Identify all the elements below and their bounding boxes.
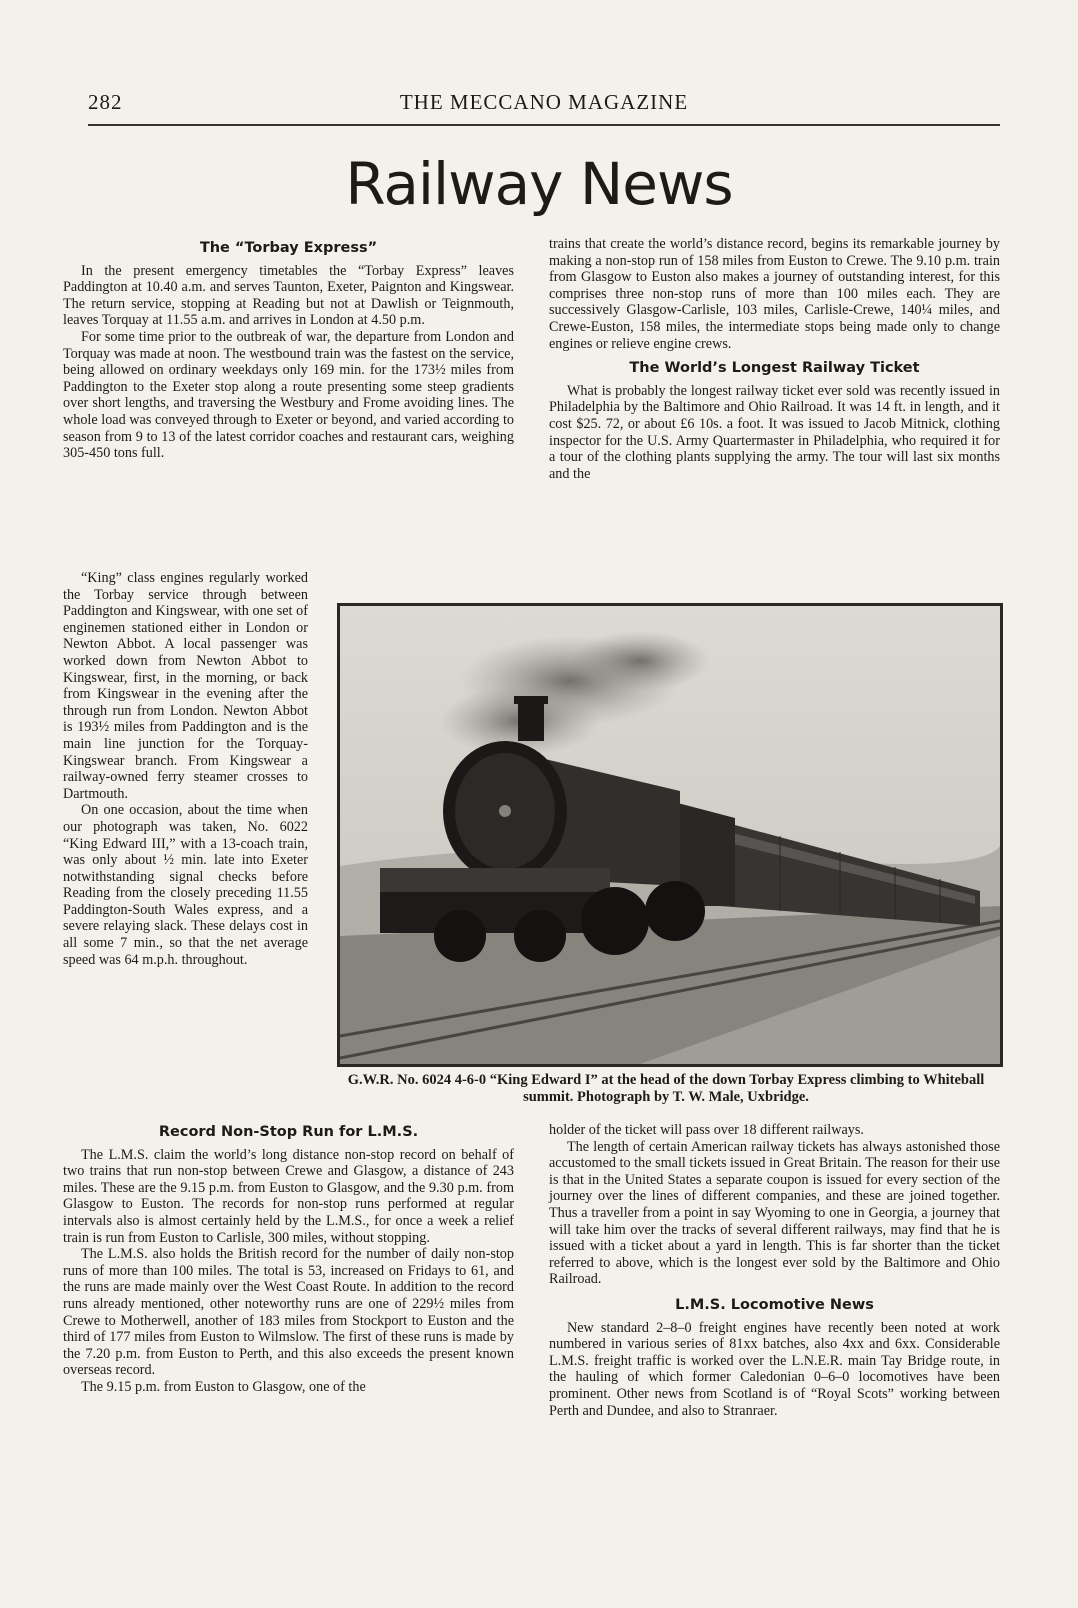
locomotive-photo-icon bbox=[340, 606, 1000, 1064]
article-lms-locomotive-news bbox=[549, 1122, 1000, 1419]
paragraph: The length of certain American railway tickets has always astonished those accustomed to the small tickets issued in Great Britain. The reason for their use is that in the United States a separate coupon is issued for every section of the journey over the lines of different companies, and these are joined together. Thus a traveller from a point in say Wyoming to one in Georgia, a journey that will take him over the tracks of several different railways, may find that he is issued with a ticket about a yard in length. This is far shorter than the ticket referred to above, which is the longest ever sold by the Baltimore and Ohio Railroad. bbox=[549, 1138, 1000, 1288]
article-torbay-express-continued bbox=[63, 570, 308, 968]
article-record-non-stop-run bbox=[63, 1120, 514, 1396]
locomotive-photo bbox=[337, 603, 1003, 1067]
paragraph: For some time prior to the outbreak of war, the departure from London and Torquay was made at noon. The westbound train was the fastest on the service, being allowed on ordinary weekdays only 169 min. for the 173½ miles from Paddington to the Exeter stop along a route presenting some steep gradients over short lengths, and traversing the Westbury and Frome avoiding lines. The whole load was conveyed through to Exeter or beyond, and varied according to season from 9 to 13 of the latest corridor coaches and restaurant cars, weighing 305-450 tons full. bbox=[63, 328, 514, 462]
photo-caption: G.W.R. No. 6024 4-6-0 “King Edward I” at the head of the down Torbay Express climbing to Whiteball summit. Photograph by T. W. Male, Uxbridge. bbox=[347, 1072, 985, 1105]
page-title: Railway News bbox=[345, 150, 733, 218]
magazine-title: THE MECCANO MAGAZINE bbox=[399, 90, 689, 114]
paragraph: “King” class engines regularly worked the Torbay service through between Paddington and Kingswear, with one set of enginemen stationed either in London or Newton Abbot. A local passenger was worked down from Newton Abbot to Kingswear, first, in the morning, or back from Kingswear in the evening after the through run from London. Newton Abbot is 193½ miles from Paddington and is the main line junction for the Torquay-Kingswear branch. From Kingswear a railway-owned ferry steamer crosses to Dartmouth. bbox=[63, 570, 308, 802]
page-number: 282 bbox=[88, 90, 123, 114]
paragraph: In the present emergency timetables the “Torbay Express” leaves Paddington at 10.40 a.m. and serves Taunton, Exeter, Paignton and Kingswear. The return service, stopping at Reading but not at Dawlish or Teignmouth, leaves Torquay at 11.55 a.m. and arrives in London at 4.50 p.m. bbox=[63, 262, 514, 329]
paragraph: New standard 2–8–0 freight engines have recently been noted at work numbered in various series of 81xx batches, also 4xx and 6xx. Considerable L.M.S. freight traffic is worked over the L.N.E.R. main Tay Bridge route, in the hauling of which former Caledonian 0–6–0 locomotives have been prominent. Other news from Scotland is of “Royal Scots” working between Perth and Dundee, and also to Stranraer. bbox=[549, 1319, 1000, 1419]
running-header bbox=[88, 88, 1000, 126]
paragraph: The L.M.S. claim the world’s long distance non-stop record on behalf of two trains that run non-stop between Crewe and Glasgow, a distance of 243 miles. These are the 9.15 p.m. from Euston to Glasgow, and the 9.30 p.m. from Glasgow to Euston. The records for non-stop runs performed at regular intervals also is almost certainly held by the L.M.S., for once a week a relief train is run from Euston to Carlisle, 300 miles, without stopping. bbox=[63, 1146, 514, 1246]
paragraph: holder of the ticket will pass over 18 different railways. bbox=[549, 1122, 864, 1138]
paragraph: trains that create the world’s distance record, begins its remarkable journey by making a non-stop run of 158 miles from Euston to Crewe. The 9.10 p.m. train from Glasgow to Euston also makes a journey of outstanding interest, for this comprises three non-stop runs of more than 100 miles each. They are successively Glasgow-Carlisle, 103 miles, Carlisle-Crewe, 140¼ miles, and Crewe-Euston, 158 miles, the intermediate stops being made only to change engines or relieve engine crews. bbox=[549, 236, 1000, 352]
section-heading: The “Torbay Express” bbox=[199, 240, 378, 256]
paragraph: On one occasion, about the time when our photograph was taken, No. 6022 “King Edward III,” with a 13-coach train, was only about ½ min. late into Exeter notwithstanding signal checks before Reading from the closely preceding 11.55 Paddington-South Wales express, and a severe relaying slack. These delays cost in all some 7 min., so that the net average speed was 64 m.p.h. throughout. bbox=[63, 802, 308, 968]
paragraph: The L.M.S. also holds the British record for the number of daily non-stop runs of more than 100 miles. The total is 53, increased on Fridays to 61, and the runs are made mainly over the West Coast Route. In addition to the record runs already mentioned, other noteworthy runs are one of 229½ miles from Crewe to Motherwell, another of 183 miles from Stockport to Euston and the third of 177 miles from Euston to Wilmslow. The first of these runs is made by the 7.20 p.m. from Euston to Perth, and this also exceeds the present known overseas record. bbox=[63, 1246, 514, 1379]
paragraph: The 9.15 p.m. from Euston to Glasgow, one of the bbox=[81, 1378, 366, 1395]
section-heading: Record Non-Stop Run for L.M.S. bbox=[158, 1124, 419, 1140]
article-torbay-express bbox=[63, 240, 514, 462]
article-longest-ticket bbox=[549, 236, 1000, 482]
section-heading: The World’s Longest Railway Ticket bbox=[629, 360, 920, 377]
section-heading: L.M.S. Locomotive News bbox=[675, 1296, 874, 1313]
paragraph: What is probably the longest railway ticket ever sold was recently issued in Philadelphia by the Baltimore and Ohio Railroad. It was 14 ft. in length, and it cost $25. 72, or about £6 10s. a foot. It was issued to Jacob Mitnick, clothing inspector for the U.S. Army Quartermaster in Philadelphia, who required it for a tour of the clothing plants supplying the army. The tour will last six months and the bbox=[549, 382, 1000, 482]
